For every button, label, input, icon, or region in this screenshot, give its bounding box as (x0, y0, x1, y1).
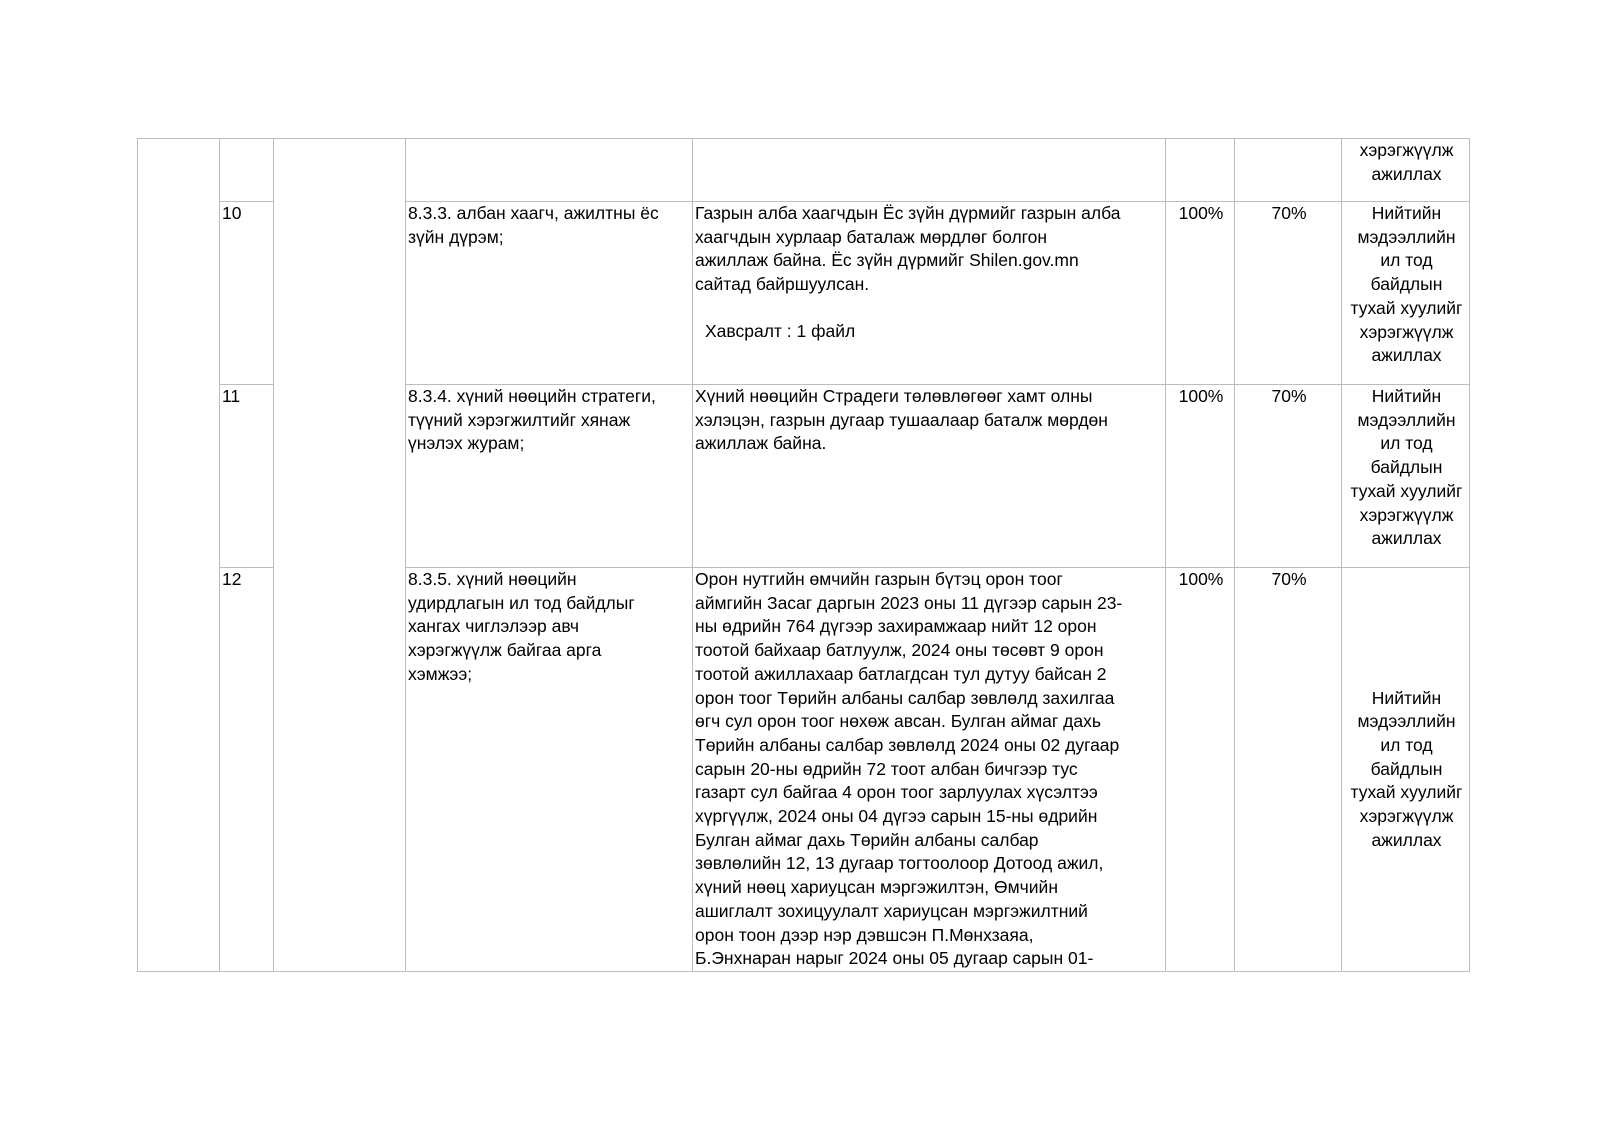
indicator-line: 8.3.3. албан хаагч, ажилтны ёс (408, 203, 659, 223)
description-line: зөвлөлийн 12, 13 дугаар тогтоолоор Дотоод ажил, (695, 853, 1104, 874)
row-number: 12 (220, 568, 274, 972)
description-line: ажиллаж байна. Ёс зүйн дүрмийг Shilen.gov.mn (695, 250, 1079, 271)
indicator-line: 8.3.4. хүний нөөцийн стратеги, (408, 386, 656, 406)
section-cell (138, 139, 220, 972)
row-number: 10 (220, 202, 274, 385)
description-line: сайтад байршуулсан. (695, 274, 870, 295)
action-line: ажиллах (1371, 163, 1442, 184)
score-percent: 100% (1166, 568, 1235, 972)
description-line: Б.Энхнаран нарыг 2024 оны 05 дугаар сарын 01- (695, 948, 1094, 969)
action-line: хэрэгжүүлж (1359, 321, 1454, 342)
action-line: ил тод (1380, 250, 1433, 271)
indicator-line: түүний хэрэгжилтийг хянаж (408, 409, 631, 430)
action-line: тухай хуулийг (1350, 480, 1463, 501)
action-line: Нийтийн (1371, 687, 1442, 708)
indicator-line: зүйн дүрэм; (408, 226, 504, 247)
action-line: ажиллах (1371, 345, 1442, 366)
action-line: ажиллах (1371, 829, 1442, 850)
description-line: Орон нутгийн өмчийн газрын бүтэц орон тоог (695, 569, 1063, 589)
score-cell (1166, 139, 1235, 202)
description-line: өгч сул орон тоог нөхөж авсан. Булган аймаг дахь (695, 711, 1101, 732)
evaluation-percent: 70% (1235, 385, 1342, 568)
description-line: Хүний нөөцийн Страдеги төлөвлөгөөг хамт олны (695, 386, 1093, 406)
evaluation-percent: 70% (1235, 568, 1342, 972)
indicator-line: хангах чиглэлээр авч (408, 616, 579, 637)
number-cell (220, 139, 274, 202)
score-percent: 100% (1166, 202, 1235, 385)
row-number: 11 (220, 385, 274, 568)
description-line: орон тоог Төрийн албаны салбар зөвлөлд захилгаа (695, 687, 1115, 708)
action-line: байдлын (1370, 274, 1443, 295)
description-line: орон тоон дээр нэр дэвшсэн П.Мөнхзаяа, (695, 924, 1034, 945)
indicator-cell (406, 568, 693, 972)
description-cell (693, 139, 1166, 202)
action-line: Нийтийн (1371, 203, 1442, 223)
indicator-cell (406, 385, 693, 568)
description-line: хаагчдын хурлаар баталаж мөрдлөг болгон (695, 226, 1048, 247)
action-line: ажиллах (1371, 528, 1442, 549)
description-line: Булган аймаг дахь Төрийн албаны салбар (695, 829, 1039, 850)
description-cell (693, 568, 1166, 972)
score-percent: 100% (1166, 385, 1235, 568)
action-line: байдлын (1370, 758, 1443, 779)
indicator-line: үнэлэх журам; (408, 433, 525, 454)
description-line: хэлэцэн, газрын дугаар тушаалаар баталж мөрдөн (695, 409, 1108, 430)
attachment-link[interactable]: Хавсралт : 1 файл (705, 320, 856, 341)
description-line: тоотой ажиллахаар батлагдсан тул дутуу байсан 2 (695, 663, 1107, 684)
description-line: Төрийн албаны салбар зөвлөлд 2024 оны 02 дугаар (695, 734, 1120, 755)
action-line: хэрэгжүүлж (1359, 504, 1454, 525)
description-line: хүний нөөц хариуцсан мэргэжилтэн, Өмчийн (695, 877, 1058, 898)
description-line: аймгийн Засаг даргын 2023 оны 11 дүгээр сарын 23- (695, 592, 1123, 613)
action-line: хэрэгжүүлж (1359, 806, 1454, 827)
action-line: Нийтийн (1371, 386, 1442, 406)
description-line: тоотой байхаар батлуулж, 2024 оны төсөвт 9 орон (695, 640, 1104, 661)
action-cell (1342, 568, 1470, 972)
description-cell (693, 202, 1166, 385)
action-line: тухай хуулийг (1350, 297, 1463, 318)
action-line: мэдээллийн (1357, 226, 1456, 247)
action-line: мэдээллийн (1357, 409, 1456, 430)
indicator-line: 8.3.5. хүний нөөцийн (408, 569, 577, 589)
action-cell (1342, 385, 1470, 568)
action-cell (1342, 139, 1470, 202)
description-line: газарт сул байгаа 4 орон тоог зарлуулах хүсэлтээ (695, 782, 1098, 803)
evaluation-percent: 70% (1235, 202, 1342, 385)
action-line: хэрэгжүүлж (1359, 140, 1454, 160)
indicator-cell (406, 202, 693, 385)
description-line: сарын 20-ны өдрийн 72 тоот албан бичгээр тус (695, 758, 1078, 779)
indicator-line: удирдлагын ил тод байдлыг (408, 592, 635, 613)
description-cell (693, 385, 1166, 568)
evaluation-cell (1235, 139, 1342, 202)
table-row-continued (138, 139, 1470, 202)
action-line: тухай хуулийг (1350, 782, 1463, 803)
action-line: ил тод (1380, 734, 1433, 755)
indicator-cell (406, 139, 693, 202)
group-cell (274, 139, 406, 972)
description-line: ашиглалт зохицуулалт хариуцсан мэргэжилтний (695, 900, 1088, 921)
action-line: мэдээллийн (1357, 711, 1456, 732)
action-line: ил тод (1380, 433, 1433, 454)
description-line: хүргүүлж, 2024 оны 04 дүгээ сарын 15-ны өдрийн (695, 806, 1098, 827)
action-line: байдлын (1370, 457, 1443, 478)
action-cell (1342, 202, 1470, 385)
description-line: ны өдрийн 764 дүгээр захирамжаар нийт 12 орон (695, 616, 1097, 637)
description-line: Газрын алба хаагчдын Ёс зүйн дүрмийг газрын алба (695, 203, 1121, 223)
indicator-line: хэмжээ; (408, 663, 473, 684)
description-line: ажиллаж байна. (695, 433, 827, 454)
indicator-line: хэрэгжүүлж байгаа арга (408, 640, 602, 661)
report-table (137, 138, 1470, 972)
